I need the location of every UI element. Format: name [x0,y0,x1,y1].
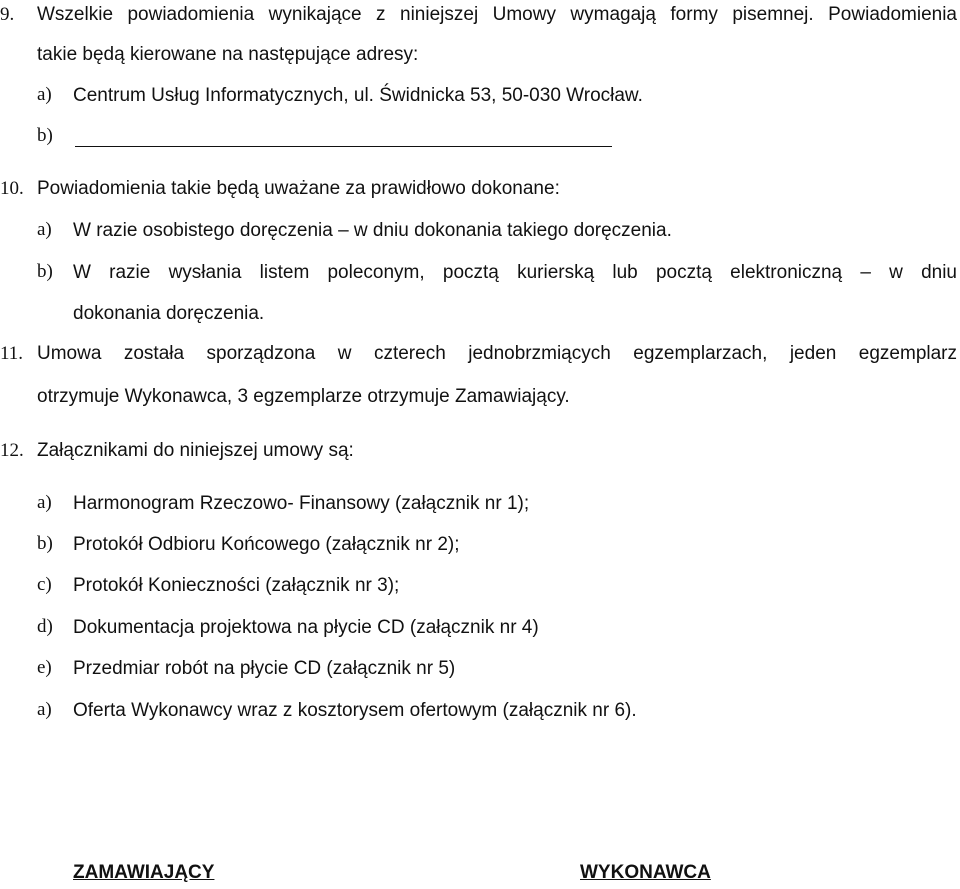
paragraph-10-text: Powiadomienia takie będą uważane za prawidłowo dokonane: [37,178,560,199]
paragraph-9-line-1: Wszelkie powiadomienia wynikające z niniejszej Umowy wymagają formy pisemnej. Powiadomienia [37,4,957,25]
paragraph-9-item-b-label: b) [37,125,53,146]
attachment-item-text: Protokół Konieczności (załącznik nr 3); [73,575,400,596]
paragraph-12-text: Załącznikami do niniejszej umowy są: [37,440,354,461]
paragraph-10-item-b-line-1: W razie wysłania listem poleconym, pocztą kurierską lub pocztą elektroniczną – w dniu [73,262,957,283]
paragraph-10-item-b-line-2: dokonania doręczenia. [73,303,265,324]
blank-address-line [75,146,612,147]
attachment-item-text: Przedmiar robót na płycie CD (załącznik nr 5) [73,658,456,679]
attachment-item-label: a) [37,492,52,513]
attachment-item-text: Oferta Wykonawcy wraz z kosztorysem ofertowym (załącznik nr 6). [73,700,637,721]
attachment-item-label: d) [37,616,53,637]
paragraph-11-number: 11. [0,343,24,364]
paragraph-10-item-b-label: b) [37,261,53,282]
paragraph-9-line-2: takie będą kierowane na następujące adresy: [37,44,419,65]
paragraph-12-number: 12. [0,440,24,461]
attachment-item-label: c) [37,574,52,595]
paragraph-10-item-a-text: W razie osobistego doręczenia – w dniu dokonania takiego doręczenia. [73,220,672,241]
paragraph-11-line-2: otrzymuje Wykonawca, 3 egzemplarze otrzymuje Zamawiający. [37,386,570,407]
attachment-item-label: b) [37,533,53,554]
paragraph-10-item-a-label: a) [37,219,52,240]
attachment-item-text: Dokumentacja projektowa na płycie CD (załącznik nr 4) [73,617,539,638]
attachment-item-label: a) [37,699,52,720]
signature-zamawiajacy: ZAMAWIAJĄCY [73,862,215,883]
paragraph-9-item-a-text: Centrum Usług Informatycznych, ul. Świdnicka 53, 50-030 Wrocław. [73,85,643,106]
attachment-item-label: e) [37,657,52,678]
paragraph-10-number: 10. [0,178,24,199]
paragraph-11-line-1: Umowa została sporządzona w czterech jednobrzmiących egzemplarzach, jeden egzemplarz [37,343,957,364]
paragraph-9-number: 9. [0,4,15,25]
signature-wykonawca: WYKONAWCA [580,862,711,883]
paragraph-9-item-a-label: a) [37,84,52,105]
attachment-item-text: Harmonogram Rzeczowo- Finansowy (załącznik nr 1); [73,493,530,514]
attachment-item-text: Protokół Odbioru Końcowego (załącznik nr 2); [73,534,460,555]
